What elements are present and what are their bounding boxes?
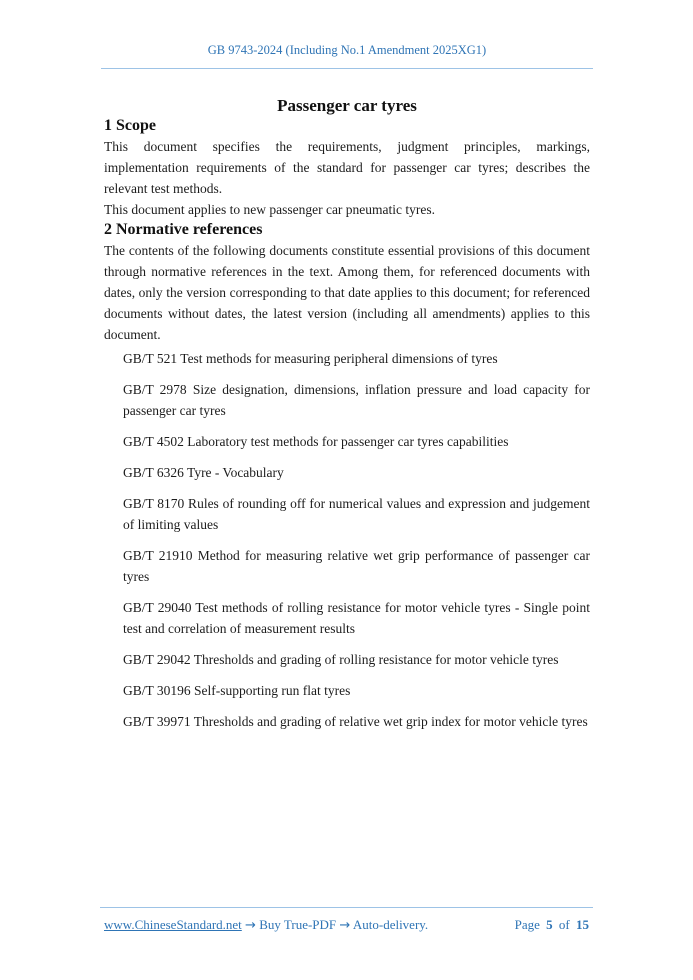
footer-buy-label: Buy True-PDF: [259, 917, 337, 932]
reference-item: GB/T 8170 Rules of rounding off for numerical values and expression and judgement of limiting values: [123, 496, 590, 532]
reference-item: GB/T 39971 Thresholds and grading of relative wet grip index for motor vehicle tyres: [123, 714, 588, 729]
scope-paragraph-1: This document specifies the requirements, judgment principles, markings, implementation requirements of the standard for passenger car tyres; describes the relevant test methods.: [104, 139, 590, 196]
reference-item: GB/T 4502 Laboratory test methods for passenger car tyres capabilities: [123, 434, 509, 449]
footer-delivery-label: Auto-delivery.: [352, 917, 429, 932]
reference-item: GB/T 21910 Method for measuring relative wet grip performance of passenger car tyres: [123, 548, 590, 584]
page-current: 5: [546, 917, 553, 932]
page-indicator: [512, 916, 589, 933]
reference-item: GB/T 521 Test methods for measuring peripheral dimensions of tyres: [123, 351, 498, 366]
arrow-icon: →: [245, 918, 256, 933]
page-footer: [100, 907, 593, 934]
section-1-heading: 1 Scope: [104, 117, 156, 134]
arrow-icon: →: [339, 918, 351, 933]
reference-item: GB/T 6326 Tyre - Vocabulary: [123, 465, 284, 480]
document-title: Passenger car tyres: [277, 96, 417, 115]
footer-promo: [104, 916, 428, 934]
scope-paragraph-2: This document applies to new passenger car pneumatic tyres.: [104, 202, 436, 217]
of-label: of: [558, 917, 570, 932]
reference-item: GB/T 29042 Thresholds and grading of rolling resistance for motor vehicle tyres: [123, 652, 559, 667]
footer-row: [100, 916, 593, 934]
header-divider: [101, 68, 593, 69]
footer-site-link[interactable]: www.ChineseStandard.net: [104, 917, 242, 932]
page-label: Page: [514, 917, 540, 932]
references-list: [104, 348, 590, 732]
reference-item: GB/T 29040 Test methods of rolling resistance for motor vehicle tyres - Single point test and correlation of measurement results: [123, 600, 590, 636]
section-2-heading: 2 Normative references: [104, 221, 263, 238]
reference-item: GB/T 2978 Size designation, dimensions, inflation pressure and load capacity for passenger car tyres: [123, 382, 590, 418]
footer-divider: [100, 907, 593, 908]
page-total: 15: [576, 917, 589, 932]
header-standard-number: GB 9743-2024 (Including No.1 Amendment 2025XG1): [207, 43, 487, 57]
normative-intro-paragraph: The contents of the following documents constitute essential provisions of this document through normative references in the text. Among them, for referenced documents with dates, only the version corresponding to that date applies to this document; for referenced documents without dates, the latest version (including all amendments) applies to this document.: [104, 243, 590, 342]
reference-item: GB/T 30196 Self-supporting run flat tyres: [123, 683, 351, 698]
